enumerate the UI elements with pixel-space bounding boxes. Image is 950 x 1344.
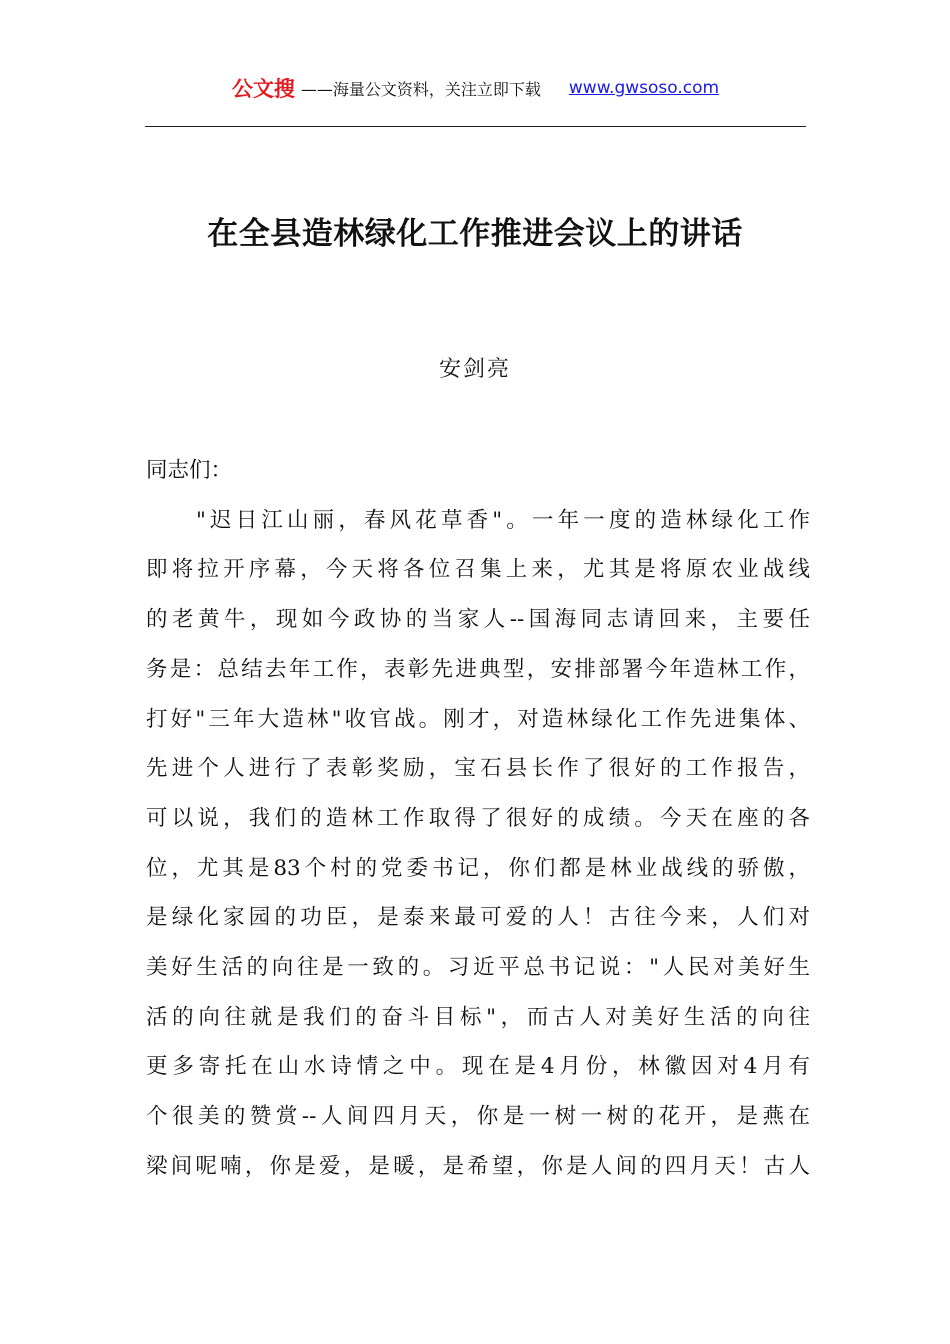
paragraph-line: 即将拉开序幕，今天将各位召集上来，尤其是将原农业战线 <box>146 557 810 583</box>
paragraph-line: 务是：总结去年工作，表彰先进典型，安排部署今年造林工作， <box>146 656 810 682</box>
paragraph-line: 是绿化家园的功臣，是泰来最可爱的人！古往今来，人们对 <box>146 905 810 931</box>
paragraph-line: 先进个人进行了表彰奖励，宝石县长作了很好的工作报告， <box>146 756 810 782</box>
paragraph-line: 可以说，我们的造林工作取得了很好的成绩。今天在座的各 <box>146 805 810 831</box>
website-link[interactable]: www.gwsoso.com <box>568 78 720 98</box>
paragraph-line: 位，尤其是83个村的党委书记，你们都是林业战线的骄傲， <box>146 855 810 881</box>
salutation: 同志们： <box>146 458 233 483</box>
paragraph-line: 更多寄托在山水诗情之中。现在是4月份，林徽因对4月有 <box>146 1054 810 1080</box>
paragraph-line: 梁间呢喃，你是爱，是暖，是希望，你是人间的四月天！古人 <box>146 1153 810 1179</box>
document-body <box>146 446 810 1192</box>
paragraph-line: 的老黄牛，现如今政协的当家人--国海同志请回来，主要任 <box>146 607 810 633</box>
document-title: 在全县造林绿化工作推进会议上的讲话 <box>207 216 743 252</box>
brand-logo-text: 公文搜 <box>231 77 295 101</box>
paragraph-line: 美好生活的向往是一致的。习近平总书记说："人民对美好生 <box>146 955 810 981</box>
paragraph-line: 打好"三年大造林"收官战。刚才，对造林绿化工作先进集体、 <box>146 706 810 732</box>
page-header <box>145 72 806 104</box>
paragraph-line: 个很美的赞赏--人间四月天，你是一树一树的花开，是燕在 <box>146 1104 810 1130</box>
paragraph-line: 活的向往就是我们的奋斗目标"，而古人对美好生活的向往 <box>146 1004 810 1030</box>
header-divider <box>145 126 806 127</box>
paragraph-line: "迟日江山丽，春风花草香"。一年一度的造林绿化工作 <box>196 507 810 533</box>
header-slogan: ——海量公文资料，关注立即下载 <box>300 79 541 99</box>
document-author: 安剑亮 <box>438 357 511 382</box>
